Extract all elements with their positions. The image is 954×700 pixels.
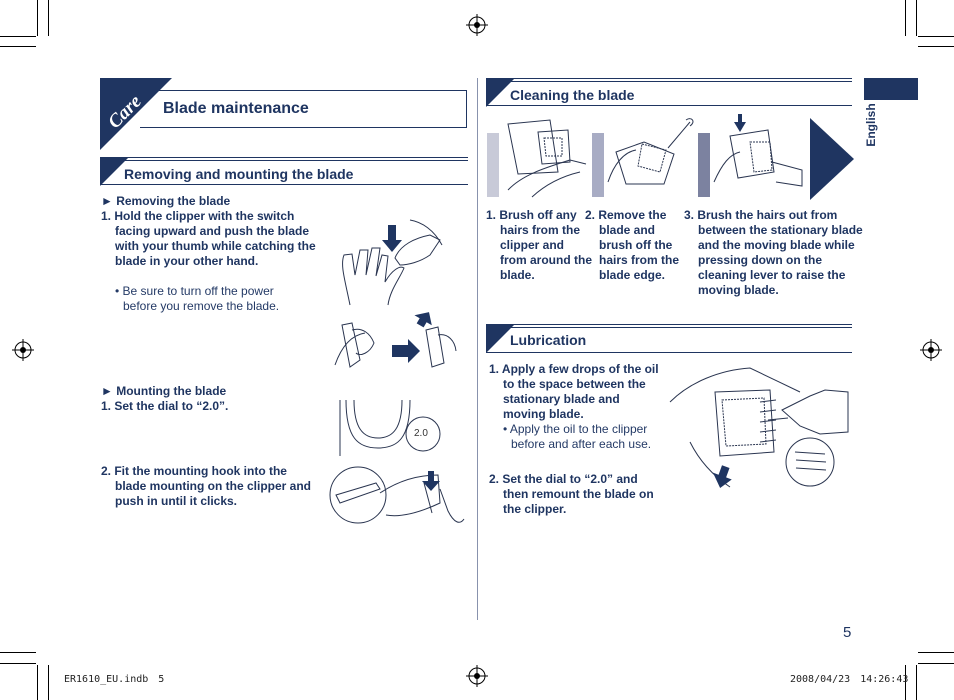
cleaning-title: Cleaning the blade xyxy=(510,87,635,103)
footer-timestamp: 2008/04/23 14:26:43 xyxy=(790,674,909,685)
cleaning-illustration-2 xyxy=(604,112,699,202)
page-number: 5 xyxy=(843,624,852,641)
cleaning-illustration-1 xyxy=(498,112,593,202)
registration-mark-right xyxy=(920,339,942,361)
mounting-step-1: 1. Set the dial to “2.0”. xyxy=(101,399,229,413)
remove-blade-illustration-1 xyxy=(330,210,450,310)
registration-mark-left xyxy=(12,339,34,361)
cleaning-step-3: 3. Brush the hairs out from between the stationary blade and the moving blade while pressing down on the cleaning lever to raise the moving blade. xyxy=(684,208,863,297)
cleaning-illustration-3 xyxy=(710,112,810,202)
lubrication-step-1-note: • Apply the oil to the clipper before and after each use. xyxy=(503,422,652,451)
lubrication-title: Lubrication xyxy=(510,332,587,348)
removing-heading: ► Removing the blade xyxy=(101,194,231,208)
mounting-step-2: 2. Fit the mounting hook into the blade mounting on the clipper and push in until it clicks. xyxy=(101,464,312,508)
mounting-heading: ► Mounting the blade xyxy=(101,384,227,398)
lubrication-step-1: 1. Apply a few drops of the oil to the space between the stationary blade and moving blade. xyxy=(489,362,659,421)
mount-blade-illustration xyxy=(328,463,468,528)
cleaning-step-1: 1. Brush off any hairs from the clipper and from around the blade. xyxy=(486,208,592,282)
language-tab-label: English xyxy=(864,103,878,147)
next-arrow-icon xyxy=(810,118,854,200)
page-title: Blade maintenance xyxy=(163,100,309,117)
lubrication-step-2: 2. Set the dial to “2.0” and then remount the blade on the clipper. xyxy=(489,472,654,516)
lubrication-illustration xyxy=(660,362,850,502)
registration-mark-top xyxy=(466,14,488,36)
footer-file: ER1610_EU.indb 5 xyxy=(64,674,165,685)
removing-step-1: 1. Hold the clipper with the switch facing upward and push the blade with your thumb while catching the blade in your other hand. xyxy=(101,209,316,268)
dial-value-label: 2.0 xyxy=(414,428,428,439)
registration-mark-bottom xyxy=(466,665,488,687)
remove-blade-illustration-2 xyxy=(330,305,460,375)
column-divider xyxy=(477,78,478,620)
language-tab xyxy=(864,78,918,100)
section-title-removing-mounting: Removing and mounting the blade xyxy=(124,166,354,182)
care-label: Care xyxy=(104,91,146,133)
dial-illustration xyxy=(338,398,458,458)
removing-step-1-note: • Be sure to turn off the power before you remove the blade. xyxy=(115,284,280,313)
cleaning-step-2: 2. Remove the blade and brush off the hairs from the blade edge. xyxy=(585,208,680,282)
